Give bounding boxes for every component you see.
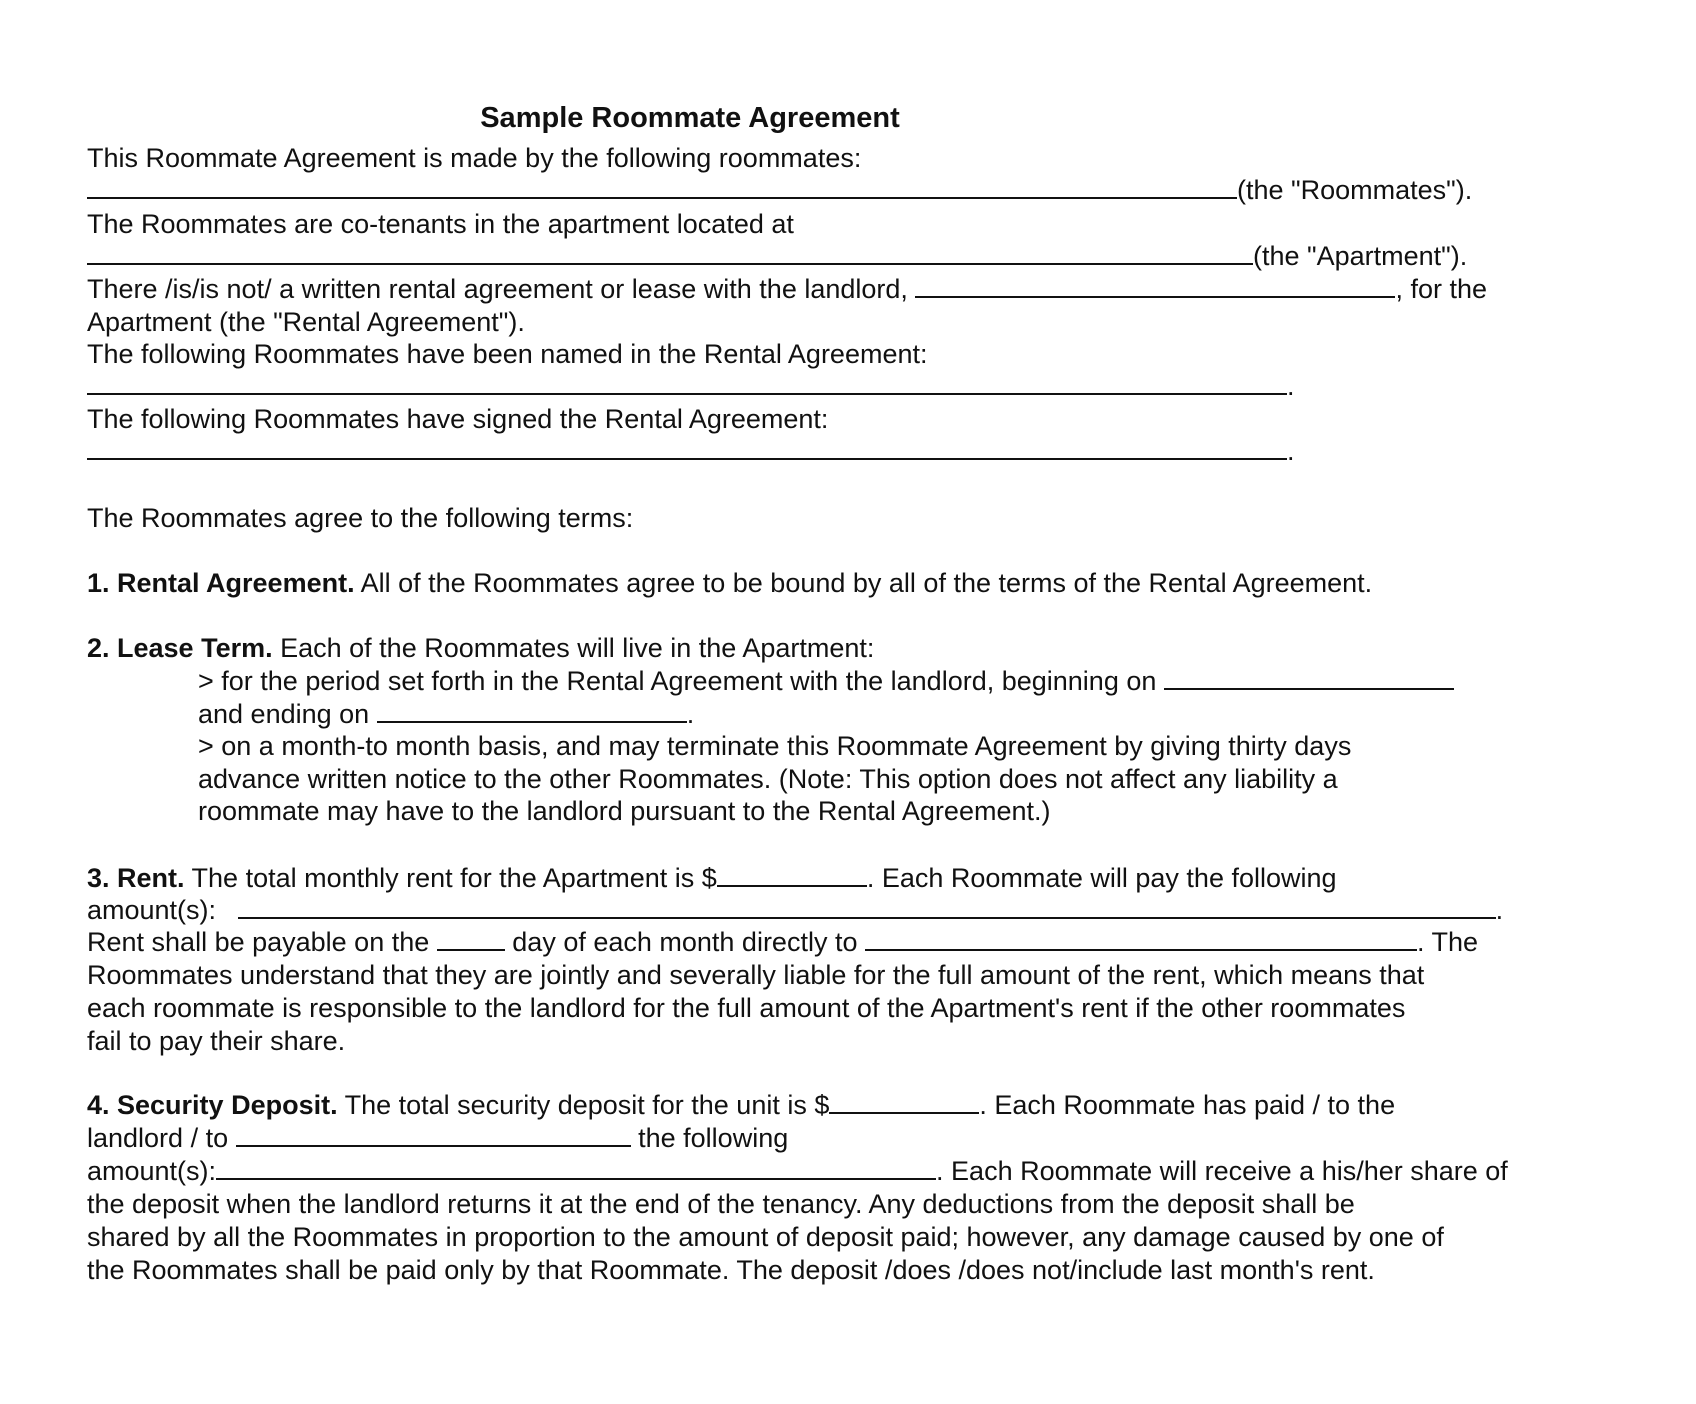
deposit-amounts-line: amount(s): . Each Roommate will receive a his/her share of <box>87 1156 1508 1186</box>
lease-begin-blank[interactable] <box>1164 666 1454 690</box>
terms-intro: The Roommates agree to the following terms: <box>87 503 634 533</box>
section-rental-agreement: 1. Rental Agreement. All of the Roommates agree to be bound by all of the terms of the Rental Agreement. <box>87 568 1373 598</box>
lease-end-blank[interactable] <box>377 699 687 723</box>
rent-payable-line: Rent shall be payable on the day of each month directly to . The <box>87 927 1479 957</box>
roommates-line: (the "Roommates"). <box>87 173 1472 207</box>
apartment-address-blank[interactable] <box>87 241 1253 265</box>
deposit-total-blank[interactable] <box>829 1090 979 1114</box>
month-to-month-line: > on a month-to month basis, and may terminate this Roommate Agreement by giving thirty days <box>198 731 1352 761</box>
named-roommates-blank[interactable] <box>87 371 1287 395</box>
signed-roommates-line: The following Roommates have signed the Rental Agreement: <box>87 404 829 434</box>
rent-liability-line: Roommates understand that they are jointly and severally liable for the full amount of the rent, which means that <box>87 960 1425 990</box>
signed-blank-line: . <box>87 434 1295 468</box>
lease-period-line: > for the period set forth in the Rental Agreement with the landlord, beginning on <box>198 664 1454 698</box>
deposit-return-line-2: shared by all the Roommates in proportion to the amount of deposit paid; however, any damage caused by one of <box>87 1222 1444 1252</box>
apartment-line: (the "Apartment"). <box>87 239 1467 273</box>
named-roommates-line: The following Roommates have been named in the Rental Agreement: <box>87 339 928 369</box>
deposit-to-line: landlord / to the following <box>87 1123 789 1153</box>
deposit-return-line-3: the Roommates shall be paid only by that Roommate. The deposit /does /does not/include last month's rent. <box>87 1255 1375 1285</box>
month-to-month-line-2: advance written notice to the other Roommates. (Note: This option does not affect any liability a <box>198 764 1338 794</box>
deposit-to-blank[interactable] <box>236 1123 631 1147</box>
deposit-return-line: the deposit when the landlord returns it at the end of the tenancy. Any deductions from the deposit shall be <box>87 1189 1355 1219</box>
rent-day-blank[interactable] <box>437 927 505 951</box>
rent-amounts-blank[interactable] <box>238 895 1496 919</box>
roommates-blank[interactable] <box>87 175 1237 199</box>
section-rent: 3. Rent. The total monthly rent for the Apartment is $ . Each Roommate will pay the following <box>87 863 1337 893</box>
section-security-deposit: 4. Security Deposit. The total security deposit for the unit is $ . Each Roommate has paid / to the <box>87 1090 1396 1120</box>
landlord-line: There /is/is not/ a written rental agreement or lease with the landlord, , for the <box>87 274 1487 304</box>
rent-payee-blank[interactable] <box>865 927 1417 951</box>
named-blank-line: . <box>87 369 1295 403</box>
month-to-month-line-3: roommate may have to the landlord pursuant to the Rental Agreement.) <box>198 796 1051 826</box>
rent-amounts-line: amount(s): . <box>87 895 1504 925</box>
lease-end-line: and ending on . <box>198 699 695 729</box>
cotenants-line: The Roommates are co-tenants in the apartment located at <box>87 209 794 239</box>
section-lease-term: 2. Lease Term. Each of the Roommates will live in the Apartment: <box>87 633 875 663</box>
rental-agreement-line: Apartment (the "Rental Agreement"). <box>87 307 525 337</box>
deposit-amounts-blank[interactable] <box>216 1156 936 1180</box>
rent-liability-line-3: fail to pay their share. <box>87 1026 346 1056</box>
document-title: Sample Roommate Agreement <box>480 102 900 134</box>
intro-line: This Roommate Agreement is made by the following roommates: <box>87 143 862 173</box>
signed-roommates-blank[interactable] <box>87 436 1287 460</box>
landlord-blank[interactable] <box>915 274 1395 298</box>
rent-liability-line-2: each roommate is responsible to the landlord for the full amount of the Apartment's rent if the other roommates <box>87 993 1406 1023</box>
monthly-rent-blank[interactable] <box>717 863 867 887</box>
